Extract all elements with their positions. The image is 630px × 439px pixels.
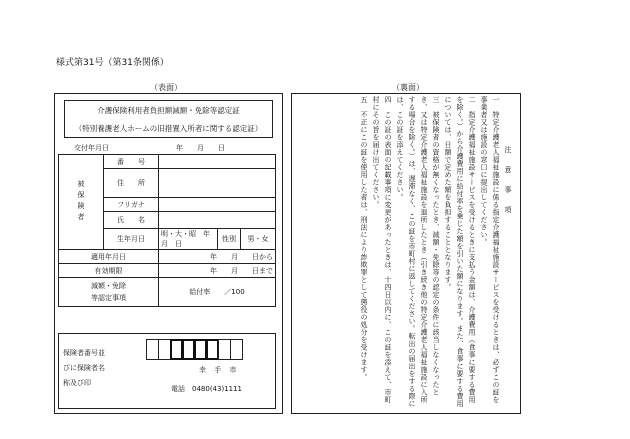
reduction-label [59,278,159,307]
back-header: （裏面） [392,83,424,92]
issue-date-label: 交付年月日 [74,144,109,152]
insurer-label: 保険者番号並びに保険者名称及び印 [63,349,105,387]
insured-table [58,154,276,307]
birth-value: 明・大・昭 年 月 日 [159,229,218,250]
front-header: （表面） [150,83,182,92]
insured-label: 被保険者 [59,155,104,250]
insurer-city: 幸 手 市 [199,366,240,374]
title-line-2: （特別養護老人ホームの旧措置入所者に関する認定証） [74,124,263,133]
insurer-phone: 電話 0480(43)1111 [171,385,242,393]
expiry-value: 年 月 日まで [159,264,276,278]
digit-box [230,339,243,360]
note-item: 一 特定介護老人福祉施設に係る指定介護福祉施設サービスを受けるときは、必ずこの証を事業者又は施設の窓口に提出してください。 [480,96,500,404]
certificate-title [64,100,273,138]
furigana-label: フリガナ [104,198,159,212]
form-id: 様式第31号（第31条関係） [56,58,169,68]
note-item: 三 被保険者の資格が無くなったとき、減額・免除等の認定の条件に該当しなくなったとき、又は特定介護老人福祉施設を退所したとき（引き続き他の特定介護老人福祉施設に入所する場合を除く。）は、遅滞なく、この証を市町村に返してください。転出の届出をする際には、この証を添えてください。 [396,96,440,408]
number-label: 番 号 [104,155,159,169]
applicable-value: 年 月 日から [159,250,276,264]
note-item: 二 指定介護福祉施設サービスを受けるときに支払う金額は、介護費用（食事に要する費用を除く。）から介護費用に給付率を乗じた額を引いた額になります。また、食事に要する費用については、日額で定めた額を負担することとなります。 [444,96,476,408]
reduction-label-1: 減額・免除 [91,282,126,290]
sex-value: 男・女 [241,229,276,250]
title-line-1: 介護保険利用者負担額減額・免除等認定証 [97,106,240,115]
insurer-number-boxes [147,339,243,360]
expiry-label: 有効期限 [59,264,159,278]
address-label: 住 所 [104,169,159,198]
notes [302,96,514,408]
note-item: 五 不正にこの証を使用した者は、刑法により詐欺罪として懲役の処分を受けます。 [360,96,368,381]
reduction-label-2: 等認定事項 [91,294,126,302]
sex-label: 性別 [218,229,241,250]
issue-date-value: 年 月 日 [176,144,225,152]
number-field[interactable] [159,155,276,169]
name-label: 氏 名 [104,212,159,229]
note-item: 四 この証の表面の記載事項に変更があったときは、十四日以内に、この証を添えて、市町村にその旨を届け出てください。 [372,96,392,404]
name-field[interactable] [159,212,276,229]
benefit-rate: 給付率 ／100 [159,278,276,307]
furigana-field[interactable] [159,198,276,212]
notes-title: 注 意 事 項 [504,146,512,216]
birth-label: 生年月日 [104,229,159,250]
applicable-label: 適用年月日 [59,250,159,264]
address-field[interactable] [159,169,276,198]
insurer-box [58,333,276,409]
